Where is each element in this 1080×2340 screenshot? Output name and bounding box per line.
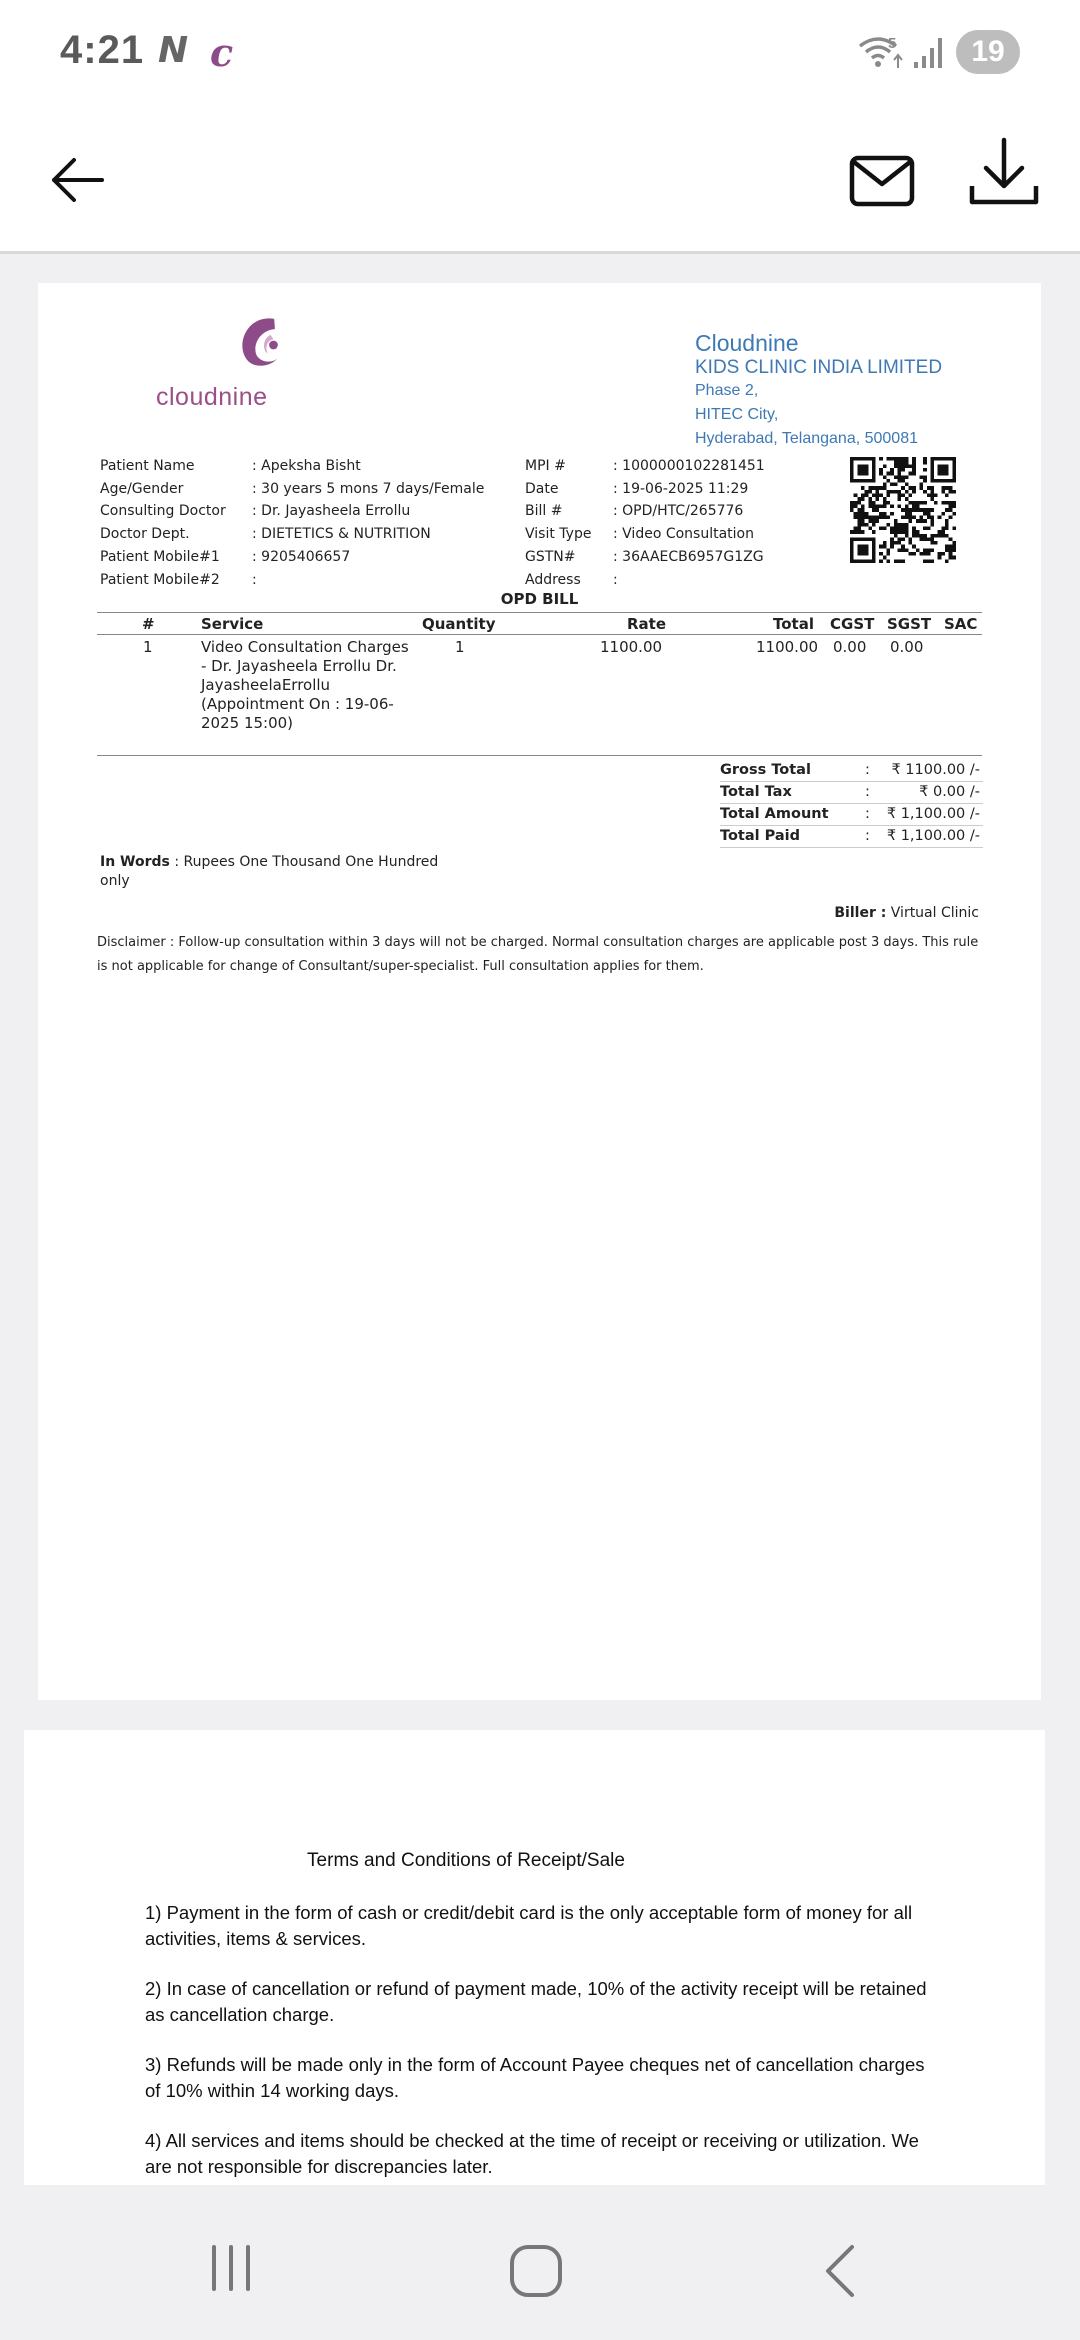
back-icon[interactable] xyxy=(820,2243,860,2299)
info-label: Consulting Doctor xyxy=(100,503,226,520)
back-arrow-icon[interactable] xyxy=(30,140,110,220)
patient-info-left xyxy=(100,455,484,591)
logo-text: cloudnine xyxy=(156,383,268,411)
terms-item: 2) In case of cancellation or refund of payment made, 10% of the activity receipt will be retained as cancellation charge. xyxy=(145,1978,927,2025)
company-address-line: Hyderabad, Telangana, 500081 xyxy=(695,430,918,447)
total-row: Total Paid : ₹ 1,100.00 /- xyxy=(720,826,983,848)
notification-n-icon: N xyxy=(158,30,189,71)
info-value: : OPD/HTC/265776 xyxy=(613,503,744,520)
battery-indicator: 19 xyxy=(956,30,1020,74)
total-row: Total Tax : ₹ 0.00 /- xyxy=(720,782,983,804)
info-label: Doctor Dept. xyxy=(100,526,190,543)
info-value: : 36AAECB6957G1ZG xyxy=(613,548,764,565)
patient-info-right xyxy=(525,455,765,591)
info-value: : Video Consultation xyxy=(613,526,754,543)
info-label: GSTN# xyxy=(525,548,576,565)
info-value: : xyxy=(613,571,618,588)
row-quantity: 1 xyxy=(455,638,465,656)
recents-icon[interactable] xyxy=(206,2243,256,2293)
row-rate: 1100.00 xyxy=(600,638,663,656)
info-row xyxy=(100,455,484,478)
total-value: ₹ 1100.00 /- xyxy=(891,762,980,778)
info-label: Patient Mobile#2 xyxy=(100,571,220,588)
info-label: Bill # xyxy=(525,503,563,520)
biller-label: Biller : xyxy=(834,905,887,921)
row-total: 1100.00 xyxy=(756,638,819,656)
info-value: : 1000000102281451 xyxy=(613,458,765,474)
info-label: Date xyxy=(525,480,559,497)
terms-item: 3) Refunds will be made only in the form of Account Payee cheques net of cancellation charges of 10% within 14 working days. xyxy=(145,2054,925,2101)
info-label: Visit Type xyxy=(525,526,592,543)
header-sgst: SGST xyxy=(887,615,932,633)
service-table-header xyxy=(97,612,982,635)
totals-block xyxy=(720,760,983,848)
header-num: # xyxy=(142,615,155,633)
total-label: Gross Total xyxy=(720,762,811,778)
info-row xyxy=(525,455,765,478)
terms-page xyxy=(24,1730,1045,2185)
in-words-value: : Rupees One Thousand One Hundred only xyxy=(100,854,439,889)
app-bar xyxy=(0,108,1080,254)
wifi-label: 5 xyxy=(888,35,897,52)
notification-cloudnine-icon: c xyxy=(210,30,234,75)
total-value: ₹ 1,100.00 /- xyxy=(886,806,980,822)
info-value: : Dr. Jayasheela Errollu xyxy=(252,503,411,520)
info-label: Address xyxy=(525,571,581,588)
info-row xyxy=(525,500,765,523)
amount-in-words xyxy=(100,853,460,891)
in-words-label: In Words xyxy=(100,854,170,870)
info-label: Patient Mobile#1 xyxy=(100,548,220,565)
info-value: : 9205406657 xyxy=(252,548,351,565)
company-address-line: Phase 2, xyxy=(695,382,759,399)
company-name: Cloudnine xyxy=(695,330,799,356)
mail-icon[interactable] xyxy=(846,144,922,220)
status-time: 4:21 xyxy=(60,28,145,72)
total-row: Total Amount : ₹ 1,100.00 /- xyxy=(720,804,983,826)
company-address-line: HITEC City, xyxy=(695,406,779,423)
terms-list xyxy=(145,1900,945,2204)
signal-icon xyxy=(912,34,946,70)
info-row xyxy=(100,523,484,546)
info-value: : Apeksha Bisht xyxy=(252,458,361,474)
bill-page xyxy=(38,283,1041,1700)
total-value: ₹ 1,100.00 /- xyxy=(886,828,980,844)
info-value: : xyxy=(252,571,257,588)
bill-title: OPD BILL xyxy=(500,590,579,608)
table-divider xyxy=(97,755,982,756)
header-total: Total xyxy=(773,615,814,633)
status-bar xyxy=(0,0,1080,108)
info-label: Age/Gender xyxy=(100,480,184,497)
row-cgst: 0.00 xyxy=(833,638,867,656)
biller-value: Virtual Clinic xyxy=(890,905,979,921)
info-value: : 30 years 5 mons 7 days/Female xyxy=(252,480,485,497)
company-subtitle: KIDS CLINIC INDIA LIMITED xyxy=(695,357,943,378)
info-row xyxy=(100,569,484,592)
header-rate: Rate xyxy=(627,615,667,633)
disclaimer: Disclaimer : Follow-up consultation within 3 days will not be charged. Normal consultation charges are applicable post 3 days. This rule is not applicable for change of Consultant/super-specialist. Full consultation applies for them. xyxy=(97,935,979,974)
total-row: Gross Total : ₹ 1100.00 /- xyxy=(720,760,983,782)
info-label: MPI # xyxy=(525,458,566,474)
qr-code-icon xyxy=(850,457,956,563)
info-value: : DIETETICS & NUTRITION xyxy=(252,526,431,543)
home-icon[interactable] xyxy=(508,2243,564,2299)
row-sgst: 0.00 xyxy=(890,638,924,656)
header-service: Service xyxy=(201,615,264,633)
header-cgst: CGST xyxy=(830,615,875,633)
header-sac: SAC xyxy=(944,615,978,633)
info-row xyxy=(100,546,484,569)
total-value: ₹ 0.00 /- xyxy=(919,784,980,800)
system-nav-bar xyxy=(0,2185,1080,2340)
info-value: : 19-06-2025 11:29 xyxy=(613,480,749,497)
info-row xyxy=(100,500,484,523)
terms-title: Terms and Conditions of Receipt/Sale xyxy=(307,1850,625,1871)
total-label: Total Tax xyxy=(720,784,792,800)
wifi-icon xyxy=(858,34,910,70)
total-label: Total Paid xyxy=(720,828,801,844)
row-service: Video Consultation Charges - Dr. Jayasheela Errollu Dr. JayasheelaErrollu (Appointment On : 19-06-2025 15:00) xyxy=(201,638,409,732)
info-row xyxy=(525,546,765,569)
total-label: Total Amount xyxy=(720,806,829,822)
row-num: 1 xyxy=(143,638,153,656)
info-label: Patient Name xyxy=(100,458,195,474)
cloudnine-logo xyxy=(156,313,356,393)
download-icon[interactable] xyxy=(966,136,1042,216)
header-quantity: Quantity xyxy=(422,615,496,633)
terms-item: 4) All services and items should be checked at the time of receipt or receiving or utilization. We are not responsible for discrepancies later. xyxy=(145,2130,919,2177)
terms-item: 1) Payment in the form of cash or credit/debit card is the only acceptable form of money for all activities, items & services. xyxy=(145,1902,913,1949)
info-row xyxy=(525,523,765,546)
biller xyxy=(834,905,979,921)
info-row xyxy=(525,478,765,501)
info-row xyxy=(100,478,484,501)
company-block xyxy=(695,331,942,451)
info-row xyxy=(525,569,765,592)
